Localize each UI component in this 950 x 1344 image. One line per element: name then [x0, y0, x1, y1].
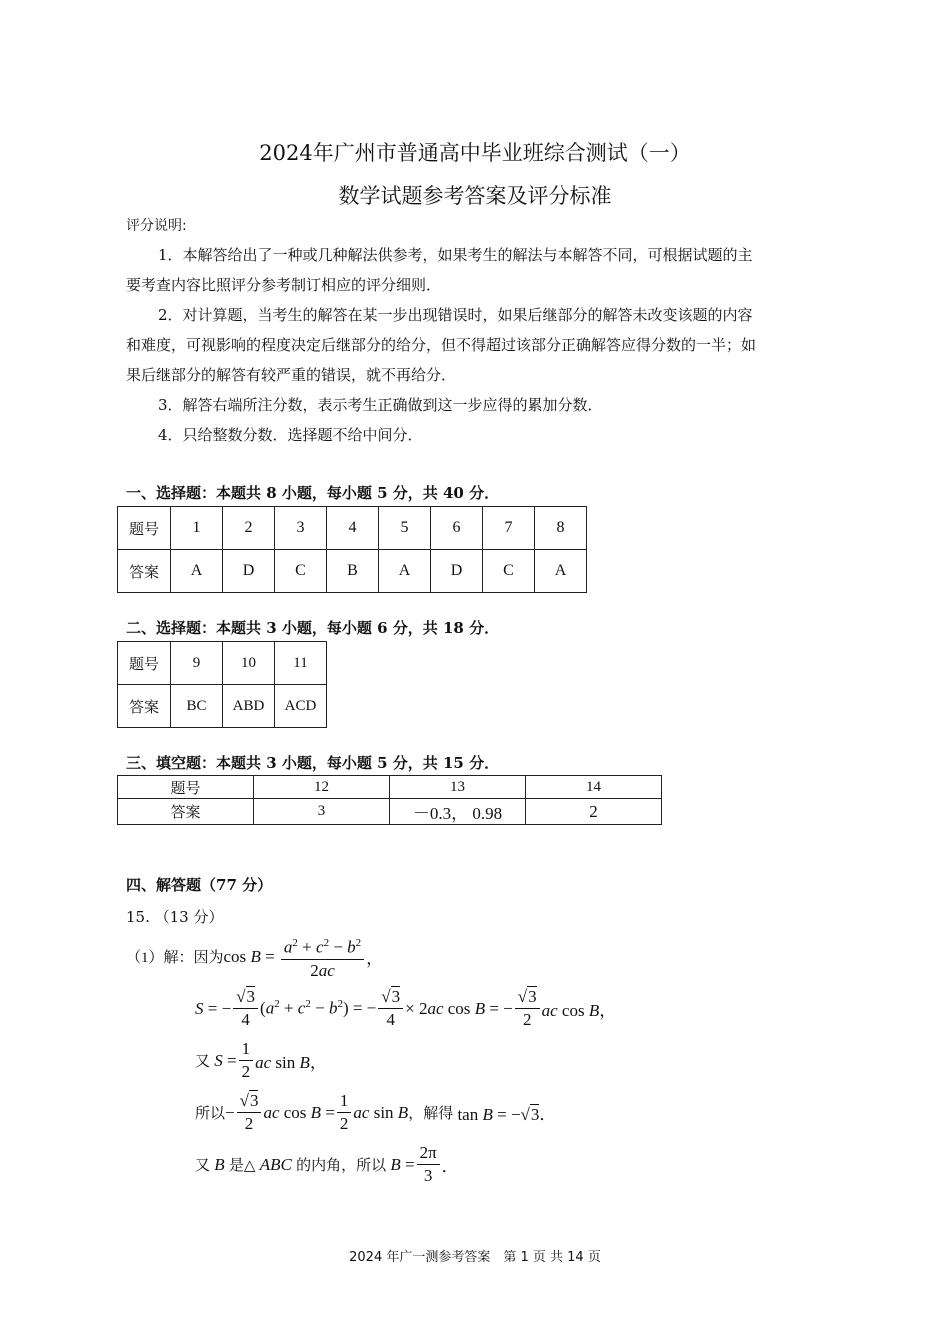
note-2-line-2: 和难度，可视影响的程度决定后继部分的给分，但不得超过该部分正确解答应得分数的一半；如	[126, 336, 757, 354]
step-text: 是△	[228, 1158, 256, 1174]
answer-cell: B	[327, 550, 379, 593]
step-text: ，解得	[408, 1106, 454, 1122]
notes-heading: 评分说明:	[126, 218, 187, 234]
table-row	[118, 685, 327, 728]
question-number: 9	[171, 642, 223, 685]
question-number: 3	[275, 507, 327, 550]
table-row	[118, 799, 662, 825]
question-number: 8	[535, 507, 587, 550]
answer-cell: ACD	[275, 685, 327, 728]
answer-cell: A	[379, 550, 431, 593]
table-row	[118, 776, 662, 799]
note-3: 3．解答右端所注分数，表示考生正确做到这一步应得的累加分数．	[158, 396, 603, 414]
question-number: 13	[390, 776, 526, 799]
question-number: 2	[223, 507, 275, 550]
answer-cell: 3	[254, 799, 390, 825]
step-prefix: 又	[195, 1054, 211, 1070]
answer-cell: －0.3， 0.98	[390, 799, 526, 825]
section-2-heading: 二、选择题：本题共 3 小题，每小题 6 分，共 18 分．	[126, 619, 500, 637]
question-15-label: 15. （13 分）	[126, 908, 224, 926]
page-footer: 2024 年广一测参考答案 第 1 页 共 14 页	[349, 1250, 601, 1265]
answer-cell: 2	[526, 799, 662, 825]
table-row	[118, 550, 587, 593]
answer-cell: D	[431, 550, 483, 593]
question-number: 6	[431, 507, 483, 550]
question-number: 1	[171, 507, 223, 550]
answer-cell: A	[171, 550, 223, 593]
answer-cell: D	[223, 550, 275, 593]
answer-cell: ABD	[223, 685, 275, 728]
question-number: 11	[275, 642, 327, 685]
question-number: 5	[379, 507, 431, 550]
question-number: 10	[223, 642, 275, 685]
page-title: 2024年广州市普通高中毕业班综合测试（一）	[259, 141, 691, 165]
answer-cell: C	[275, 550, 327, 593]
notes-paragraph-1	[126, 240, 836, 300]
row-label: 答案	[118, 685, 171, 728]
page-subtitle: 数学试题参考答案及评分标准	[338, 184, 612, 208]
question-number: 7	[483, 507, 535, 550]
section-1-answer-table	[117, 506, 587, 593]
solution-step-cos-b: （1）解：因为 cos B = $\frac{a^2 + c^2 - b^2}{2ac}$ ，	[126, 932, 383, 982]
step-prefix: 所以	[195, 1106, 226, 1122]
notes-paragraph-2	[126, 300, 836, 390]
section-1-heading: 一、选择题：本题共 8 小题，每小题 5 分，共 40 分．	[126, 484, 500, 502]
row-label: 题号	[118, 776, 254, 799]
question-number: 14	[526, 776, 662, 799]
row-label: 题号	[118, 507, 171, 550]
section-3-heading: 三、填空题：本题共 3 小题，每小题 5 分，共 15 分．	[126, 754, 500, 772]
solution-step-tan-b: 所以 − $\frac{√3}{2}$ ac cos B = $\frac{1}{2}$ ac sin B ，解得 tan B = −√3．	[195, 1091, 557, 1133]
section-4-heading: 四、解答题（77 分）	[126, 876, 273, 894]
step-prefix: （1）解：因为	[126, 950, 224, 967]
section-2-answer-table	[117, 641, 327, 728]
section-3-answer-table	[117, 775, 662, 825]
row-label: 题号	[118, 642, 171, 685]
solution-step-angle-b: 又 B 是△ ABC 的内角，所以 B = $\frac{2\pi}{3}$ ．	[195, 1143, 459, 1185]
question-number: 12	[254, 776, 390, 799]
question-number: 4	[327, 507, 379, 550]
answer-cell: A	[535, 550, 587, 593]
answer-cell: BC	[171, 685, 223, 728]
note-2-line-1: 2．对计算题，当考生的解答在某一步出现错误时，如果后继部分的解答未改变该题的内容	[158, 306, 753, 324]
note-1-line-1: 1．本解答给出了一种或几种解法供参考，如果考生的解法与本解答不同，可根据试题的主	[158, 246, 753, 264]
note-2-line-3: 果后继部分的解答有较严重的错误，就不再给分．	[126, 366, 457, 384]
note-1-line-2: 要考查内容比照评分参考制订相应的评分细则．	[126, 276, 442, 294]
row-label: 答案	[118, 550, 171, 593]
row-label: 答案	[118, 799, 254, 825]
solution-step-area-sine: 又 S = $\frac{1}{2}$ ac sin B，	[195, 1039, 327, 1081]
solution-step-area-expression: S = − $\frac{√3}{4}$ $(a^2 + c^2 - b^2)$ = − $\frac{√3}{4}$ × 2ac cos B = − $\frac{√3}{2}$ ac cos B，	[195, 987, 617, 1029]
step-text: 的内角，所以	[296, 1158, 387, 1174]
table-row	[118, 507, 587, 550]
answer-cell: C	[483, 550, 535, 593]
table-row	[118, 642, 327, 685]
step-prefix: 又	[195, 1158, 211, 1174]
note-4: 4．只给整数分数．选择题不给中间分．	[158, 426, 423, 444]
